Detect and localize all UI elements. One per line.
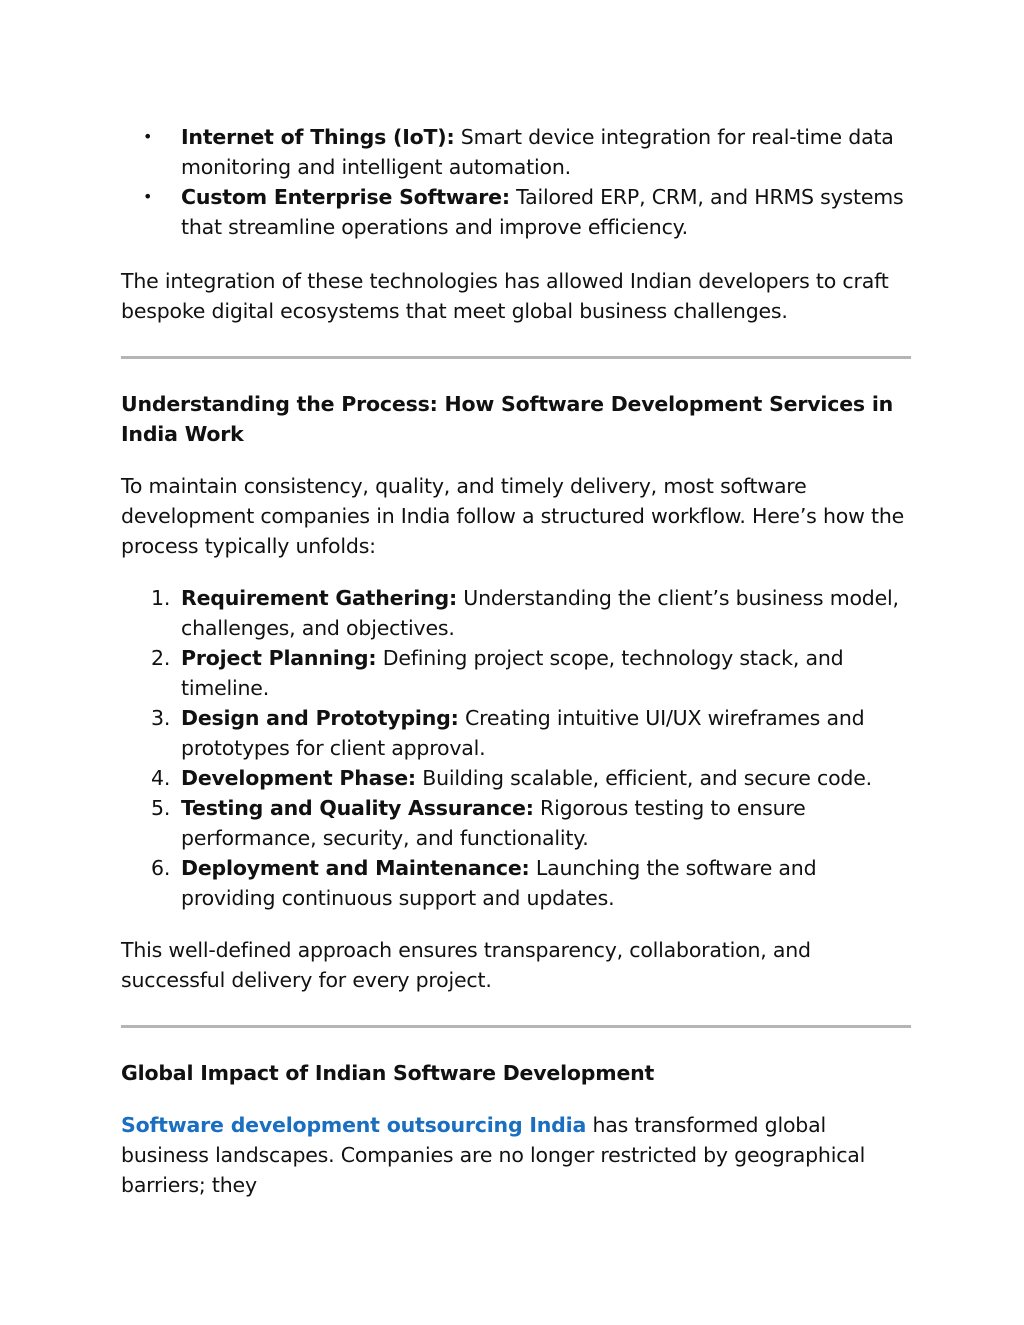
list-item (121, 643, 911, 703)
step-text: Launching the software and providing continuous support and updates. (181, 856, 817, 910)
list-item-text: Smart device integration for real-time data monitoring and intelligent automation. (181, 125, 894, 179)
global-impact-paragraph (121, 1110, 911, 1200)
list-item (121, 793, 911, 853)
process-steps-list (121, 583, 911, 913)
list-item-term: Custom Enterprise Software: (181, 185, 510, 209)
step-term: Requirement Gathering: (181, 586, 457, 610)
step-text: Understanding the client’s business model, challenges, and objectives. (181, 586, 899, 640)
step-text: Rigorous testing to ensure performance, security, and functionality. (181, 796, 806, 850)
step-number: 2. (151, 646, 171, 670)
intro-paragraph: The integration of these technologies has allowed Indian developers to craft bespoke digital ecosystems that meet global business challenges. (121, 269, 889, 323)
step-number: 5. (151, 796, 171, 820)
step-number: 6. (151, 856, 171, 880)
step-number: 4. (151, 766, 171, 790)
step-term: Design and Prototyping: (181, 706, 459, 730)
section-heading-global-impact: Global Impact of Indian Software Development (121, 1061, 655, 1085)
step-term: Project Planning: (181, 646, 377, 670)
step-text: Creating intuitive UI/UX wireframes and prototypes for client approval. (181, 706, 865, 760)
section-divider (121, 356, 911, 359)
section-heading-process: Understanding the Process: How Software Development Services in India Work (121, 392, 894, 446)
list-item (121, 182, 911, 242)
step-number: 1. (151, 586, 171, 610)
list-item (121, 583, 911, 643)
intro-bullet-list (121, 122, 911, 242)
list-item-text: Tailored ERP, CRM, and HRMS systems that streamline operations and improve efficiency. (181, 185, 904, 239)
step-term: Development Phase: (181, 766, 416, 790)
step-number: 3. (151, 706, 171, 730)
list-item (121, 853, 911, 913)
outsourcing-india-link[interactable]: Software development outsourcing India (121, 1113, 587, 1137)
step-text: Defining project scope, technology stack, and timeline. (181, 646, 844, 700)
process-paragraph: To maintain consistency, quality, and timely delivery, most software development companies in India follow a structured workflow. Here’s how the process typically unfolds: (121, 474, 905, 558)
step-term: Testing and Quality Assurance: (181, 796, 534, 820)
list-item (121, 763, 911, 793)
step-term: Deployment and Maintenance: (181, 856, 530, 880)
section-divider (121, 1025, 911, 1028)
process-closing-paragraph: This well-defined approach ensures transparency, collaboration, and successful delivery for every project. (121, 938, 811, 992)
list-item (121, 122, 911, 182)
list-item (121, 703, 911, 763)
global-impact-text: has transformed global business landscapes. Companies are no longer restricted by geographical barriers; they (121, 1113, 866, 1197)
list-item-term: Internet of Things (IoT): (181, 125, 455, 149)
document-page (121, 122, 911, 1222)
step-text: Building scalable, efficient, and secure code. (422, 766, 872, 790)
